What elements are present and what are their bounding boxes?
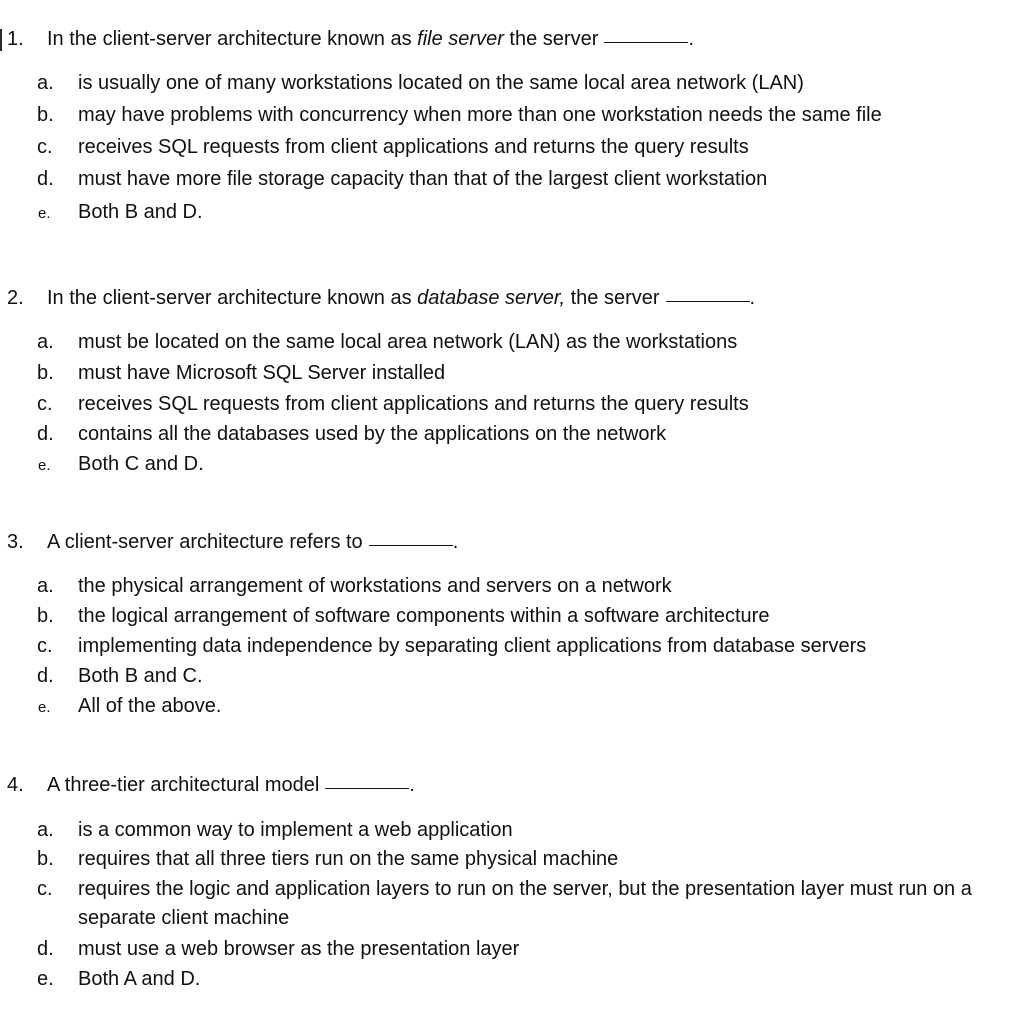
- option-letter: c.: [37, 393, 53, 415]
- option-text: contains all the databases used by the applications on the network: [78, 423, 667, 445]
- option-text: is usually one of many workstations located on the same local area network (LAN): [78, 72, 804, 94]
- question-3-stem: [47, 528, 458, 556]
- option-letter: a.: [37, 575, 54, 597]
- question-3-number: 3.: [7, 531, 24, 553]
- option-text: must have Microsoft SQL Server installed: [78, 362, 446, 384]
- question-2-number: 2.: [7, 287, 24, 309]
- question-2-stem-italic: database server,: [417, 287, 566, 309]
- option-letter: c.: [37, 136, 53, 158]
- question-4-stem: [47, 771, 415, 799]
- option-text: is a common way to implement a web application: [78, 819, 513, 841]
- option-letter: b.: [37, 605, 54, 627]
- question-1-stem-italic: file server: [417, 28, 504, 50]
- option-text: must be located on the same local area network (LAN) as the workstations: [78, 331, 738, 353]
- question-3-stem-before: A client-server architecture refers to: [47, 531, 363, 553]
- option-text: receives SQL requests from client applications and returns the query results: [78, 393, 749, 415]
- option-letter: b.: [37, 104, 54, 126]
- option-text: Both A and D.: [78, 968, 201, 990]
- option-text: receives SQL requests from client applications and returns the query results: [78, 136, 749, 158]
- option-text: Both B and D.: [78, 201, 203, 223]
- option-text: the physical arrangement of workstations and servers on a network: [78, 575, 672, 597]
- question-1-blank: [604, 41, 688, 43]
- option-letter: a.: [37, 331, 54, 353]
- option-text: may have problems with concurrency when more than one workstation needs the same file: [78, 104, 882, 126]
- question-2-stem-after: the server: [565, 287, 660, 309]
- question-4-blank: [325, 787, 409, 789]
- question-4-number: 4.: [7, 774, 24, 796]
- option-letter: d.: [37, 938, 54, 960]
- question-4-stem-before: A three-tier architectural model: [47, 774, 320, 796]
- option-text: requires the logic and application layers to run on the server, but the presentation layer must run on a separate client machine: [78, 878, 972, 929]
- option-text: requires that all three tiers run on the same physical machine: [78, 848, 619, 870]
- option-letter: a.: [37, 819, 54, 841]
- option-letter: e.: [37, 968, 54, 990]
- question-1-end: .: [688, 28, 694, 50]
- option-text: Both B and C.: [78, 665, 203, 687]
- option-text: the logical arrangement of software components within a software architecture: [78, 605, 770, 627]
- option-text: must use a web browser as the presentation layer: [78, 938, 520, 960]
- option-letter: e.: [38, 457, 51, 474]
- question-1-number: 1.: [7, 28, 24, 50]
- question-4-end: .: [409, 774, 415, 796]
- option-text: All of the above.: [78, 695, 222, 717]
- option-text: must have more file storage capacity than that of the largest client workstation: [78, 168, 768, 190]
- question-2-end: .: [749, 287, 756, 309]
- question-1-margin-bar: [0, 29, 2, 51]
- question-1-stem: [47, 25, 694, 53]
- option-letter: a.: [37, 72, 54, 94]
- option-letter: c.: [37, 878, 53, 900]
- option-text: implementing data independence by separating client applications from database servers: [78, 635, 867, 657]
- option-text: Both C and D.: [78, 453, 204, 475]
- option-letter: e.: [38, 205, 51, 222]
- question-2-stem-before: In the client-server architecture known as: [47, 287, 418, 309]
- option-letter: b.: [37, 362, 54, 384]
- option-letter: d.: [37, 665, 54, 687]
- option-letter: c.: [37, 635, 53, 657]
- option-letter: b.: [37, 848, 54, 870]
- option-letter: e.: [38, 699, 51, 716]
- option-letter: d.: [37, 423, 54, 445]
- question-1-stem-after: the server: [503, 28, 599, 50]
- question-3-blank: [369, 544, 453, 546]
- option-letter: d.: [37, 168, 54, 190]
- question-1-stem-before: In the client-server architecture known as: [47, 28, 418, 50]
- question-3-end: .: [452, 531, 459, 553]
- question-2-blank: [666, 300, 750, 302]
- question-2-stem: [47, 284, 755, 312]
